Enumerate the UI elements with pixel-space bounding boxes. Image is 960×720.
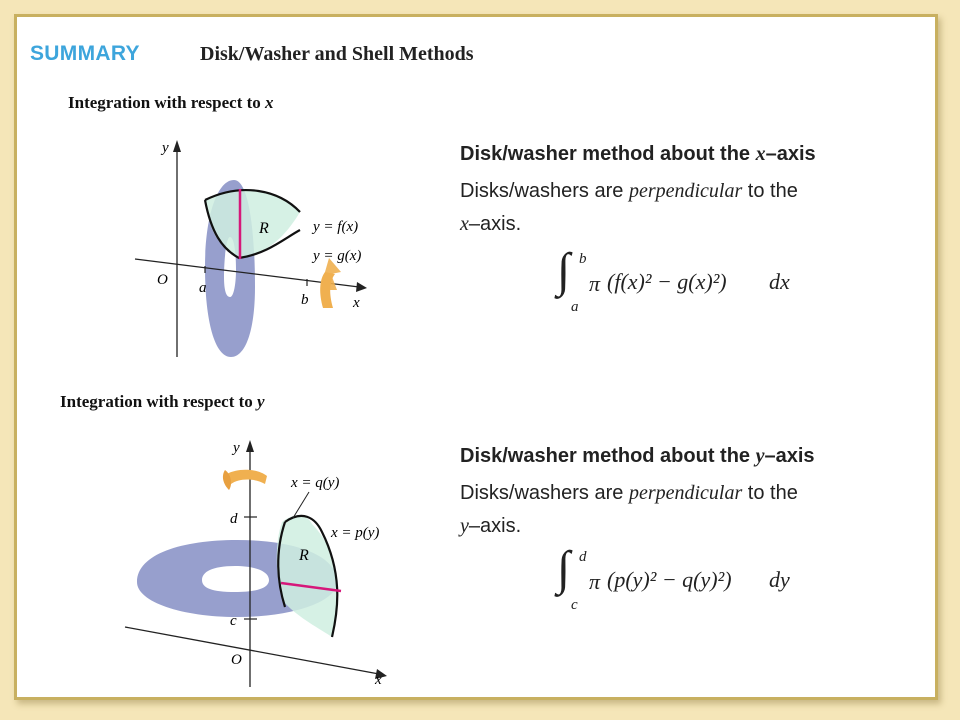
axis-label-x: x bbox=[353, 295, 360, 311]
integral-upper-d: d bbox=[579, 549, 587, 565]
tick-label-c: c bbox=[230, 613, 237, 629]
summary-slide bbox=[14, 14, 938, 700]
svg-text:R: R bbox=[299, 547, 309, 564]
curve-label-p: x = p(y) bbox=[331, 525, 380, 541]
x-axis-arrow-x bbox=[356, 282, 367, 292]
curve-label-f: y = f(x) bbox=[313, 219, 359, 235]
formula-x: ∫ b a π (f(x)² − g(x)²) dx bbox=[557, 244, 790, 315]
curve-label-q: x = q(y) bbox=[291, 475, 340, 491]
svg-text:y: y bbox=[233, 440, 240, 456]
subtitle-x: Integration with respect to x bbox=[68, 93, 274, 112]
diagram-y-washer bbox=[107, 422, 407, 687]
integrand-x: (f(x)² − g(x)²) bbox=[607, 269, 727, 294]
curve-label-g: y = g(x) bbox=[313, 248, 362, 264]
tick-label-a: a bbox=[199, 280, 207, 296]
integral-upper-b: b bbox=[579, 251, 587, 267]
method-title-x: Disk/washer method about the x–axis bbox=[460, 143, 816, 165]
summary-label: SUMMARY bbox=[30, 42, 140, 65]
method-title-y: Disk/washer method about the y–axis bbox=[460, 445, 815, 467]
tick-label-d: d bbox=[230, 511, 238, 527]
origin-label: O bbox=[157, 272, 168, 288]
axis-label-y: y bbox=[162, 140, 169, 156]
rotation-arrow-x-icon bbox=[320, 258, 341, 308]
formula-y: ∫ d c π (p(y)² − q(y)²) dy bbox=[557, 542, 790, 613]
integral-lower-c: c bbox=[571, 597, 578, 613]
svg-text:O: O bbox=[231, 652, 242, 668]
region-label-x: R bbox=[259, 220, 269, 237]
method-desc-y: Disks/washers are perpendicular to the y–axis. bbox=[460, 482, 798, 537]
subtitle-y: Integration with respect to y bbox=[60, 392, 265, 411]
rotation-arrow-y-icon bbox=[223, 470, 267, 490]
page-title: Disk/Washer and Shell Methods bbox=[200, 43, 474, 65]
y-axis-arrow-x bbox=[173, 140, 181, 152]
diagram-x-washer bbox=[107, 122, 367, 357]
svg-text:x: x bbox=[375, 672, 382, 687]
region-y bbox=[277, 515, 337, 637]
integral-lower-a: a bbox=[571, 299, 579, 315]
method-desc-x: Disks/washers are perpendicular to the x–axis. bbox=[460, 180, 798, 235]
tick-label-b: b bbox=[301, 292, 309, 308]
integrand-y: (p(y)² − q(y)²) bbox=[607, 567, 732, 592]
